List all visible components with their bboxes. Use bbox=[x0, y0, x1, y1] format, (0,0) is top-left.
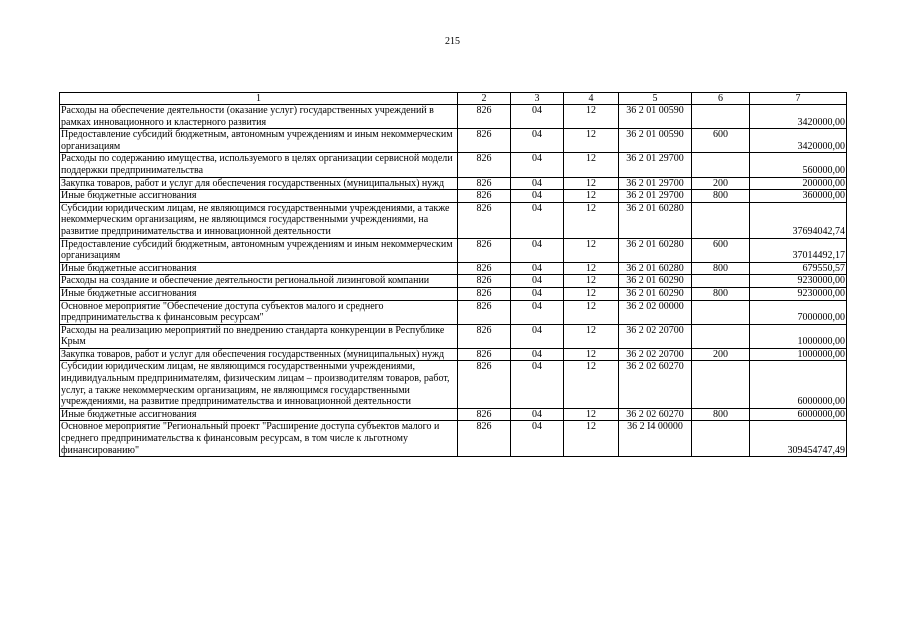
row-target-cell: 36 2 01 00590 bbox=[619, 105, 692, 129]
row-amount-cell: 9230000,00 bbox=[750, 287, 847, 300]
row-ministry-cell: 826 bbox=[458, 105, 511, 129]
row-ministry-cell: 826 bbox=[458, 421, 511, 457]
row-ministry-cell: 826 bbox=[458, 324, 511, 348]
row-section-cell: 04 bbox=[511, 324, 564, 348]
row-target-cell: 36 2 02 60270 bbox=[619, 408, 692, 421]
row-type-cell: 800 bbox=[692, 408, 750, 421]
row-section-cell: 04 bbox=[511, 421, 564, 457]
row-subsection-cell: 12 bbox=[564, 361, 619, 408]
row-type-cell bbox=[692, 275, 750, 288]
row-subsection-cell: 12 bbox=[564, 153, 619, 177]
row-amount-cell: 679550,57 bbox=[750, 262, 847, 275]
row-target-cell: 36 2 01 29700 bbox=[619, 190, 692, 203]
page-number: 215 bbox=[445, 36, 460, 47]
row-type-cell bbox=[692, 324, 750, 348]
row-name-cell: Иные бюджетные ассигнования bbox=[60, 287, 458, 300]
row-amount-cell: 1000000,00 bbox=[750, 348, 847, 361]
row-amount-cell: 360000,00 bbox=[750, 190, 847, 203]
row-name-cell: Расходы на реализацию мероприятий по внедрению стандарта конкуренции в Республике Крым bbox=[60, 324, 458, 348]
row-type-cell bbox=[692, 153, 750, 177]
row-ministry-cell: 826 bbox=[458, 348, 511, 361]
row-ministry-cell: 826 bbox=[458, 408, 511, 421]
row-amount-cell: 37694042,74 bbox=[750, 202, 847, 238]
row-subsection-cell: 12 bbox=[564, 287, 619, 300]
table-body bbox=[60, 105, 847, 457]
row-section-cell: 04 bbox=[511, 262, 564, 275]
header-row bbox=[60, 93, 847, 105]
row-target-cell: 36 2 02 60270 bbox=[619, 361, 692, 408]
table-row bbox=[60, 408, 847, 421]
header-cell-type: 6 bbox=[692, 93, 750, 105]
row-type-cell bbox=[692, 202, 750, 238]
row-subsection-cell: 12 bbox=[564, 348, 619, 361]
row-amount-cell: 9230000,00 bbox=[750, 275, 847, 288]
row-target-cell: 36 2 01 60290 bbox=[619, 287, 692, 300]
table-row bbox=[60, 275, 847, 288]
table-row bbox=[60, 287, 847, 300]
row-name-cell: Иные бюджетные ассигнования bbox=[60, 262, 458, 275]
row-subsection-cell: 12 bbox=[564, 105, 619, 129]
row-type-cell: 800 bbox=[692, 190, 750, 203]
row-target-cell: 36 2 01 29700 bbox=[619, 153, 692, 177]
row-name-cell: Предоставление субсидий бюджетным, автономным учреждениям и иным некоммерческим организациям bbox=[60, 238, 458, 262]
table-row bbox=[60, 129, 847, 153]
row-subsection-cell: 12 bbox=[564, 190, 619, 203]
row-name-cell: Расходы на создание и обеспечение деятельности региональной лизинговой компании bbox=[60, 275, 458, 288]
row-type-cell: 800 bbox=[692, 287, 750, 300]
row-ministry-cell: 826 bbox=[458, 238, 511, 262]
row-ministry-cell: 826 bbox=[458, 287, 511, 300]
row-section-cell: 04 bbox=[511, 105, 564, 129]
row-amount-cell: 3420000,00 bbox=[750, 129, 847, 153]
header-cell-target: 5 bbox=[619, 93, 692, 105]
row-amount-cell: 200000,00 bbox=[750, 177, 847, 190]
row-section-cell: 04 bbox=[511, 202, 564, 238]
row-name-cell: Основное мероприятие "Региональный проект "Расширение доступа субъектов малого и среднего предпринимательства к финансовым ресурсам, в том числе к льготному финансированию" bbox=[60, 421, 458, 457]
row-subsection-cell: 12 bbox=[564, 324, 619, 348]
row-subsection-cell: 12 bbox=[564, 275, 619, 288]
row-subsection-cell: 12 bbox=[564, 408, 619, 421]
row-amount-cell: 6000000,00 bbox=[750, 361, 847, 408]
row-ministry-cell: 826 bbox=[458, 190, 511, 203]
row-type-cell bbox=[692, 421, 750, 457]
table-row bbox=[60, 177, 847, 190]
row-type-cell bbox=[692, 361, 750, 408]
row-section-cell: 04 bbox=[511, 361, 564, 408]
row-target-cell: 36 2 01 60290 bbox=[619, 275, 692, 288]
row-ministry-cell: 826 bbox=[458, 361, 511, 408]
row-target-cell: 36 2 02 00000 bbox=[619, 300, 692, 324]
row-ministry-cell: 826 bbox=[458, 177, 511, 190]
row-section-cell: 04 bbox=[511, 300, 564, 324]
row-ministry-cell: 826 bbox=[458, 262, 511, 275]
row-name-cell: Закупка товаров, работ и услуг для обеспечения государственных (муниципальных) нужд bbox=[60, 348, 458, 361]
row-type-cell: 200 bbox=[692, 348, 750, 361]
row-subsection-cell: 12 bbox=[564, 421, 619, 457]
row-amount-cell: 3420000,00 bbox=[750, 105, 847, 129]
table-row bbox=[60, 421, 847, 457]
header-cell-amount: 7 bbox=[750, 93, 847, 105]
budget-table bbox=[59, 92, 847, 457]
row-target-cell: 36 2 01 29700 bbox=[619, 177, 692, 190]
row-target-cell: 36 2 02 20700 bbox=[619, 324, 692, 348]
row-section-cell: 04 bbox=[511, 348, 564, 361]
header-cell-section: 3 bbox=[511, 93, 564, 105]
row-target-cell: 36 2 01 60280 bbox=[619, 202, 692, 238]
table-row bbox=[60, 202, 847, 238]
row-section-cell: 04 bbox=[511, 129, 564, 153]
row-target-cell: 36 2 01 60280 bbox=[619, 262, 692, 275]
row-amount-cell: 560000,00 bbox=[750, 153, 847, 177]
row-ministry-cell: 826 bbox=[458, 300, 511, 324]
row-name-cell: Иные бюджетные ассигнования bbox=[60, 408, 458, 421]
row-type-cell: 600 bbox=[692, 238, 750, 262]
row-subsection-cell: 12 bbox=[564, 129, 619, 153]
row-name-cell: Субсидии юридическим лицам, не являющимся государственными учреждениями, а также некоммерческим организациям, не являющимся государственными учреждениями, на развитие предпринимательства и инновационной деятельности bbox=[60, 202, 458, 238]
row-ministry-cell: 826 bbox=[458, 202, 511, 238]
row-type-cell: 600 bbox=[692, 129, 750, 153]
header-cell-ministry: 2 bbox=[458, 93, 511, 105]
row-section-cell: 04 bbox=[511, 275, 564, 288]
row-section-cell: 04 bbox=[511, 153, 564, 177]
row-name-cell: Предоставление субсидий бюджетным, автономным учреждениям и иным некоммерческим организациям bbox=[60, 129, 458, 153]
row-name-cell: Закупка товаров, работ и услуг для обеспечения государственных (муниципальных) нужд bbox=[60, 177, 458, 190]
row-target-cell: 36 2 I4 00000 bbox=[619, 421, 692, 457]
row-name-cell: Основное мероприятие "Обеспечение доступа субъектов малого и среднего предпринимательства к финансовым ресурсам" bbox=[60, 300, 458, 324]
row-type-cell: 200 bbox=[692, 177, 750, 190]
table-row bbox=[60, 300, 847, 324]
row-target-cell: 36 2 01 60280 bbox=[619, 238, 692, 262]
row-section-cell: 04 bbox=[511, 238, 564, 262]
row-name-cell: Расходы по содержанию имущества, используемого в целях организации сервисной модели поддержки предпринимательства bbox=[60, 153, 458, 177]
row-name-cell: Иные бюджетные ассигнования bbox=[60, 190, 458, 203]
row-section-cell: 04 bbox=[511, 177, 564, 190]
row-ministry-cell: 826 bbox=[458, 153, 511, 177]
row-subsection-cell: 12 bbox=[564, 262, 619, 275]
table-row bbox=[60, 153, 847, 177]
table-row bbox=[60, 361, 847, 408]
row-section-cell: 04 bbox=[511, 190, 564, 203]
row-section-cell: 04 bbox=[511, 287, 564, 300]
row-ministry-cell: 826 bbox=[458, 275, 511, 288]
row-target-cell: 36 2 02 20700 bbox=[619, 348, 692, 361]
row-amount-cell: 7000000,00 bbox=[750, 300, 847, 324]
row-type-cell bbox=[692, 300, 750, 324]
row-name-cell: Субсидии юридическим лицам, не являющимся государственными учреждениями, индивидуальным предпринимателям, физическим лицам – производителям товаров, работ, услуг, а также некоммерческим организациям, не являющимся государственными учреждениями, на развитие предпринимательства и инновационной деятельности bbox=[60, 361, 458, 408]
row-subsection-cell: 12 bbox=[564, 300, 619, 324]
table-row bbox=[60, 262, 847, 275]
table-row bbox=[60, 238, 847, 262]
header-cell-name: 1 bbox=[60, 93, 458, 105]
row-amount-cell: 6000000,00 bbox=[750, 408, 847, 421]
table-row bbox=[60, 105, 847, 129]
table-row bbox=[60, 348, 847, 361]
row-type-cell: 800 bbox=[692, 262, 750, 275]
row-amount-cell: 309454747,49 bbox=[750, 421, 847, 457]
row-subsection-cell: 12 bbox=[564, 238, 619, 262]
header-cell-subsection: 4 bbox=[564, 93, 619, 105]
table-row bbox=[60, 190, 847, 203]
row-subsection-cell: 12 bbox=[564, 202, 619, 238]
row-name-cell: Расходы на обеспечение деятельности (оказание услуг) государственных учреждений в рамках инновационного и кластерного развития bbox=[60, 105, 458, 129]
row-type-cell bbox=[692, 105, 750, 129]
row-amount-cell: 37014492,17 bbox=[750, 238, 847, 262]
row-target-cell: 36 2 01 00590 bbox=[619, 129, 692, 153]
row-subsection-cell: 12 bbox=[564, 177, 619, 190]
row-ministry-cell: 826 bbox=[458, 129, 511, 153]
row-section-cell: 04 bbox=[511, 408, 564, 421]
table-row bbox=[60, 324, 847, 348]
row-amount-cell: 1000000,00 bbox=[750, 324, 847, 348]
